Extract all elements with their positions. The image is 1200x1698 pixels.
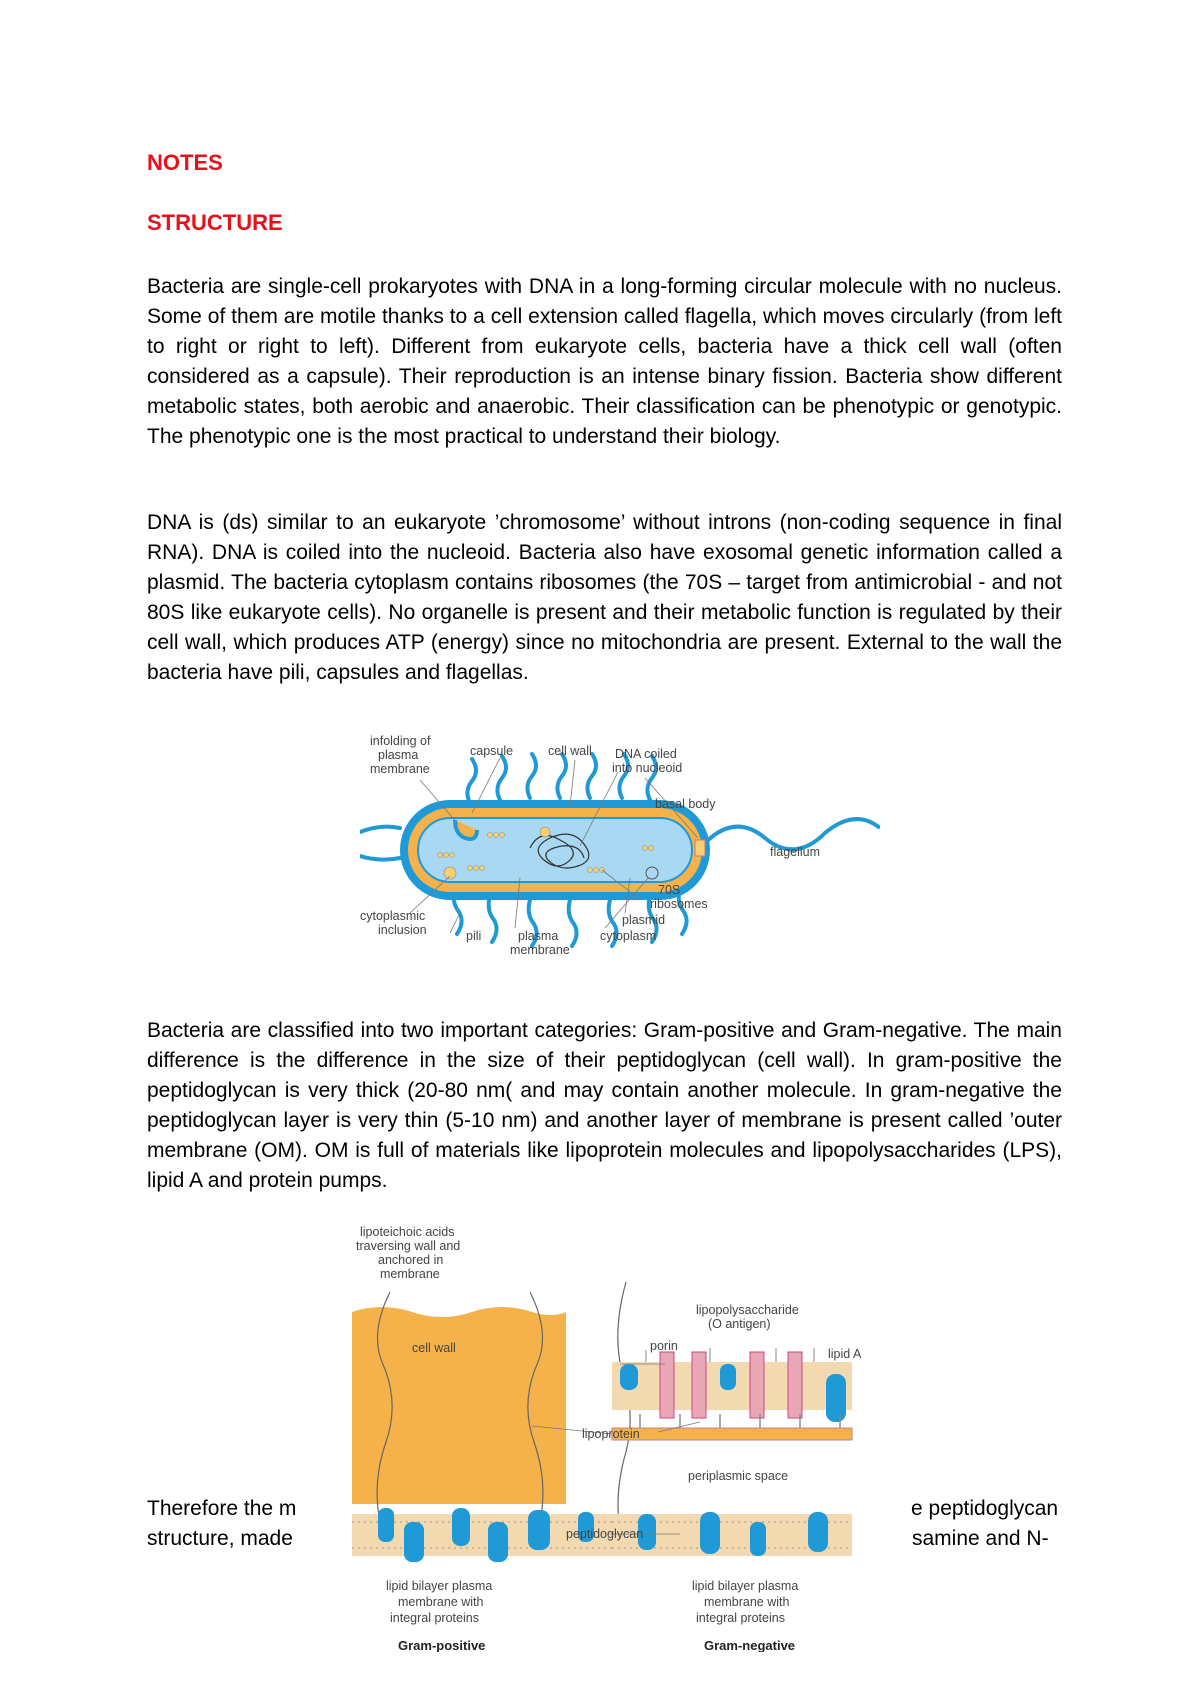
label-lipid-a: lipid A bbox=[828, 1347, 862, 1361]
inclusion-dot bbox=[444, 867, 456, 879]
label-porin: porin bbox=[650, 1339, 678, 1353]
label-lps: lipopolysaccharide (O antigen) bbox=[696, 1303, 799, 1331]
label-capsule: capsule bbox=[470, 744, 514, 758]
gram-negative-outer-membrane-shape bbox=[612, 1348, 852, 1428]
paragraph-dna: DNA is (ds) similar to an eukaryote ’chromosome’ without introns (non-coding sequence in final RNA). DNA is coiled into the nucleoid. Bacteria also have exosomal genetic information called a plasmid. The bacteria cytoplasm contains ribosomes (the 70S – target from antimicrobial - and not 80S like eukaryote cells). No organelle is present and their metabolic function is regulated by their cell wall, which produces ATP (energy) since no mitochondria are present. External to the wall the bacteria have pili, capsules and flagellas. bbox=[147, 511, 1062, 684]
label-basal-body: basal body bbox=[655, 797, 716, 811]
label-cytoplasm: cytoplasm bbox=[600, 929, 657, 943]
label-ribosomes: 70S ribosomes bbox=[650, 883, 708, 911]
label-inclusion: cytoplasmic inclusion bbox=[360, 909, 427, 937]
label-pili: pili bbox=[466, 929, 482, 943]
paragraph-classification: Bacteria are classified into two important categories: Gram-positive and Gram-negative. The main difference is the difference in the size of their peptidoglycan (cell wall). In gram-positive the peptidoglycan is very thick (20-80 nm( and may contain another molecule. In gram-negative the peptidoglycan layer is very thin (5-10 nm) and another layer of membrane is present called ’outer membrane (OM). OM is full of materials like lipoprotein molecules and lipopolysaccharides (LPS), lipid A and protein pumps. bbox=[147, 1019, 1062, 1192]
gram-negative-peptidoglycan-shape bbox=[612, 1428, 852, 1440]
label-flagellum: flagellum bbox=[770, 845, 821, 859]
paragraph-therefore-left-2: structure, made bbox=[147, 1527, 293, 1550]
label-periplasmic: periplasmic space bbox=[688, 1469, 789, 1483]
paragraph-therefore-left-1: Therefore the m bbox=[147, 1497, 297, 1520]
label-cell-wall: cell wall bbox=[412, 1341, 456, 1355]
label-lipoprotein: lipoprotein bbox=[582, 1427, 640, 1441]
label-bilayer-right: lipid bilayer plasma membrane with integral proteins bbox=[692, 1579, 799, 1625]
structure-heading: STRUCTURE bbox=[147, 210, 283, 235]
label-plasmid: plasmid bbox=[622, 913, 666, 927]
basal-body-shape bbox=[695, 840, 705, 856]
inclusion-dot bbox=[540, 827, 550, 837]
label-gram-positive: Gram-positive bbox=[398, 1638, 486, 1652]
label-infolding: infolding of plasma membrane bbox=[370, 734, 431, 776]
label-peptidoglycan: peptidoglycan bbox=[566, 1527, 644, 1541]
paragraph-bacteria-intro: Bacteria are single-cell prokaryotes with DNA in a long-forming circular molecule with no nucleus. Some of them are motile thanks to a cell extension called flagella, which moves circularly (from left to right or right to left). Different from eukaryote cells, bacteria have a thick cell wall (often considered as a capsule). Their reproduction is an intense binary fission. Bacteria show different metabolic states, both aerobic and anaerobic. Their classification can be phenotypic or genotypic. The phenotypic one is the most practical to understand their biology. bbox=[147, 275, 1062, 448]
label-gram-negative: Gram-negative bbox=[704, 1638, 796, 1652]
gram-positive-cell-wall-shape bbox=[352, 1307, 566, 1504]
paragraph-therefore-right-2: samine and N- bbox=[912, 1527, 1049, 1550]
gram-comparison-diagram bbox=[320, 1222, 900, 1652]
bacteria-structure-diagram bbox=[360, 728, 880, 968]
paragraph-therefore-right-1: e peptidoglycan bbox=[911, 1497, 1059, 1520]
label-plasma-membrane: plasma membrane bbox=[510, 929, 570, 957]
label-dna-coiled: DNA coiled into nucleoid bbox=[612, 747, 683, 775]
side-pili bbox=[360, 827, 400, 860]
label-lipoteichoic: lipoteichoic acids traversing wall and anchored in membrane bbox=[356, 1225, 461, 1281]
label-cell-wall: cell wall bbox=[548, 744, 592, 758]
label-bilayer-left: lipid bilayer plasma membrane with integral proteins bbox=[386, 1579, 493, 1625]
notes-heading: NOTES bbox=[147, 150, 223, 175]
